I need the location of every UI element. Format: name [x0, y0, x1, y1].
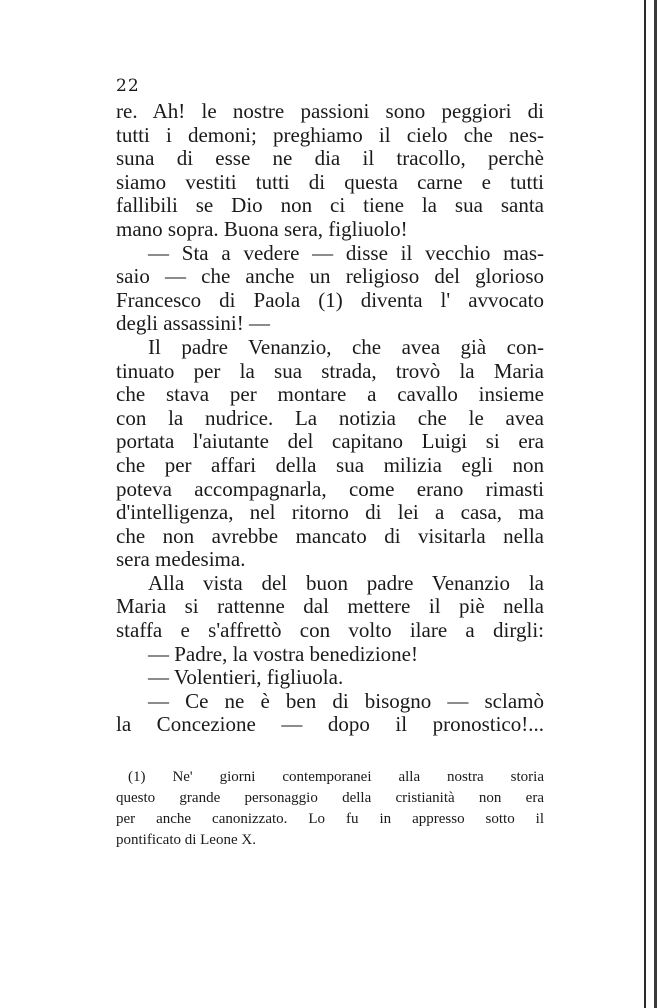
text-line: Maria si rattenne dal mettere il piè nella	[116, 594, 544, 619]
text-line: — Padre, la vostra benedizione!	[148, 641, 418, 666]
binding-line	[644, 0, 646, 1008]
text-line: — Volentieri, figliuola.	[148, 665, 344, 690]
text-line: la Concezione — dopo il pronostico!...	[116, 712, 544, 737]
binding-line	[654, 0, 657, 1008]
body-text	[116, 100, 544, 737]
text-line: Alla vista del buon padre Venanzio la	[148, 570, 544, 595]
text-line: Francesco di Paola (1) diventa l' avvocato	[116, 287, 544, 312]
text-line: sera medesima.	[116, 547, 246, 572]
text-line: che non avrebbe mancato di visitarla nella	[116, 523, 544, 548]
footnote-line: questo grande personaggio della cristianità non era	[116, 790, 544, 806]
text-line: fallibili se Dio non ci tiene la sua santa	[116, 193, 544, 218]
footnotes	[116, 767, 544, 851]
text-line: tutti i demoni; preghiamo il cielo che nes-	[116, 122, 544, 147]
text-line: mano sopra. Buona sera, figliuolo!	[116, 216, 408, 241]
text-line: siamo vestiti tutti di questa carne e tutti	[116, 169, 544, 194]
text-line: — Sta a vedere — disse il vecchio mas-	[148, 240, 544, 265]
text-line: d'intelligenza, nel ritorno di lei a casa, ma	[116, 500, 544, 525]
page-number: 22	[116, 76, 140, 96]
text-line: che stava per montare a cavallo insieme	[116, 382, 544, 407]
text-line: staffa e s'affrettò con volto ilare a dirgli:	[116, 618, 544, 643]
text-line: portata l'aiutante del capitano Luigi si era	[116, 429, 544, 454]
text-line: Il padre Venanzio, che avea già con-	[148, 334, 544, 359]
text-line: con la nudrice. La notizia che le avea	[116, 405, 544, 430]
text-line: — Ce ne è ben di bisogno — sclamò	[148, 688, 544, 713]
footnote-line: pontificato di Leone X.	[116, 832, 256, 848]
text-line: poteva accompagnarla, come erano rimasti	[116, 476, 544, 501]
text-line: degli assassini! —	[116, 311, 270, 336]
text-line: saio — che anche un religioso del glorioso	[116, 264, 544, 289]
footnote-line: per anche canonizzato. Lo fu in appresso sotto il	[116, 811, 544, 827]
text-line: tinuato per la sua strada, trovò la Maria	[116, 358, 544, 383]
binding-edge	[640, 0, 664, 1008]
text-line: che per affari della sua milizia egli non	[116, 452, 544, 477]
footnote-line: (1) Ne' giorni contemporanei alla nostra storia	[128, 769, 544, 785]
text-line: re. Ah! le nostre passioni sono peggiori di	[116, 99, 544, 123]
text-line: suna di esse ne dia il tracollo, perchè	[116, 146, 544, 171]
